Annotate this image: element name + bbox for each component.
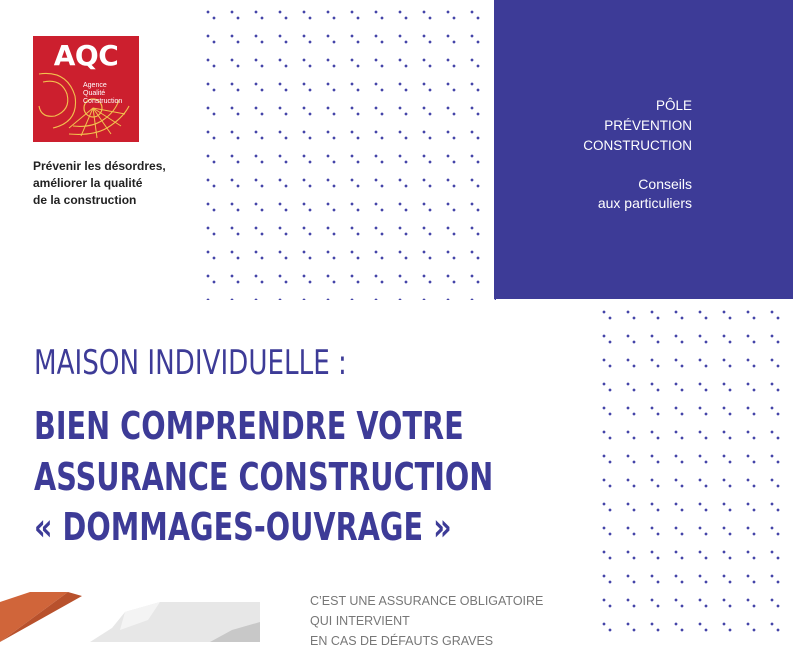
logo-sub-line-1: Agence (83, 82, 107, 89)
house-illustration (0, 592, 300, 642)
title-line-1: MAISON INDIVIDUELLE : (34, 343, 347, 383)
logo-emblem-icon (33, 70, 139, 142)
pole-prevention-panel (494, 0, 793, 299)
logo-sub-line-3: Construction (83, 98, 123, 105)
intro-line-1: C’EST UNE ASSURANCE OBLIGATOIRE (310, 594, 544, 608)
intro-line-2: QUI INTERVIENT (310, 614, 410, 628)
pole-subtitle-2: aux particuliers (597, 195, 692, 211)
tagline-line-3: de la construction (33, 193, 137, 207)
logo-sub-line-2: Qualité (83, 90, 106, 97)
tagline-line-1: Prévenir les désordres, (33, 159, 166, 173)
title-line-4: « DOMMAGES-OUVRAGE » (34, 505, 452, 549)
pole-line-2: PRÉVENTION (604, 118, 692, 133)
dot-pattern-right (592, 300, 793, 642)
intro-line-3: EN CAS DE DÉFAUTS GRAVES (310, 634, 494, 648)
logo-letters: AQC (53, 39, 119, 72)
pole-subtitle-1: Conseils (638, 176, 692, 192)
pole-line-1: PÔLE (655, 98, 692, 113)
dot-pattern-top (196, 0, 496, 300)
aqc-logo (33, 36, 139, 142)
title-line-2: BIEN COMPRENDRE VOTRE (34, 404, 464, 448)
pole-line-3: CONSTRUCTION (583, 138, 692, 153)
title-line-3: ASSURANCE CONSTRUCTION (34, 455, 494, 499)
tagline-line-2: améliorer la qualité (33, 176, 143, 190)
